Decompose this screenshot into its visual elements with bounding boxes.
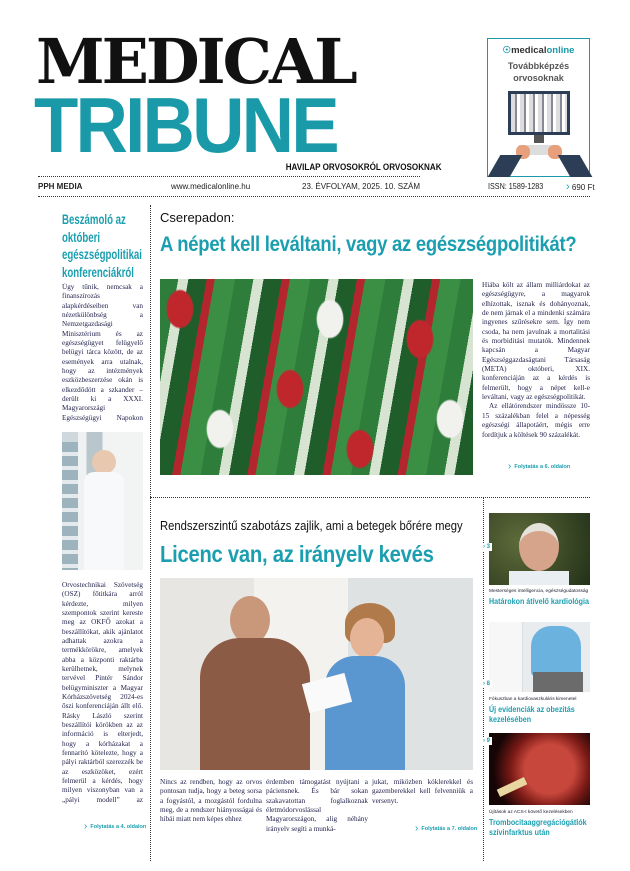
page-marker: › 8: [483, 681, 491, 687]
chevron-right-icon: ›: [415, 823, 419, 834]
paper-faces-photo: [160, 279, 473, 475]
top-article-kicker: Cserepadon:: [160, 210, 235, 225]
publisher-logo: PPH MEDIA: [38, 182, 83, 191]
computer-screen-icon: [508, 91, 570, 135]
doctor-patient-photo: [160, 578, 473, 770]
issue-info: 23. ÉVFOLYAM, 2025. 10. SZÁM: [302, 182, 420, 191]
sidebar-item-obesity[interactable]: [483, 622, 590, 692]
chevron-right-icon: ›: [84, 821, 88, 832]
second-article-col-3: jukat, miközben kóklerekkel és gazemberekkel kell felvenniük a versenyt.: [372, 778, 473, 805]
top-article-headline[interactable]: A népet kell leváltani, vagy az egészségpolitikát?: [160, 233, 577, 256]
issn: ISSN: 1589-1283: [488, 182, 544, 191]
price: › 690 Ft: [566, 181, 595, 193]
brand-logo-icon: ☉: [502, 45, 512, 56]
left-article-title[interactable]: Beszámoló az októberi egészségpolitikai konferenciákról: [62, 211, 142, 280]
chevron-right-icon: ›: [566, 181, 570, 193]
second-continued-link[interactable]: › Folytatás a 7. oldalon: [415, 823, 478, 834]
page-marker: › 9: [483, 738, 491, 744]
second-article-kicker: Rendszerszintű szabotázs zajlik, ami a betegek bőrére megy: [160, 519, 463, 533]
masthead-medical: MEDICAL: [36, 25, 355, 98]
left-article-body-1: Úgy tűnik, nemcsak a finanszírozás alapkérdéseiben van nézetkülönbség a Nemzetgazdasági Minisztérium és az egészségügyet felügyelő belügyi tárca között, de az események arra utalnak, hogy az intézmények eszközbeszerzése okán is elkezdődött a szkander – derült ki a XXXI. Magyarországi Egészségügyi Napokon: [62, 283, 143, 422]
sidebar-tag: Mesterséges intelligencia, egészségudatosság: [489, 589, 589, 594]
sidebar-title[interactable]: Trombocitaaggregációgátlók szívinfarktus után: [489, 817, 587, 837]
ad-text: Továbbképzés orvosoknak: [507, 61, 570, 83]
second-article-col-2: érdemben támogatást nyújtani a páciensnek. És bár sokan szakavatottan foglalkoznak életmódorvoslással Magyarországon, alig néhány irányelv segíti a munká-: [266, 778, 368, 833]
sidebar-item-cardiology[interactable]: [483, 513, 590, 585]
second-article-col-1: Nincs az rendben, hogy az orvos pontosan tudja, hogy a beteg sorsa a fogyástól, a mozgástól fordulna meg, de a rendszer hiányosságai és hibái miatt nem képes ehhez: [160, 778, 262, 824]
left-continued-link[interactable]: › Folytatás a 4. oldalon: [84, 821, 147, 832]
page-marker: › 3: [483, 544, 491, 550]
masthead-tribune: TRIBUNE: [34, 81, 337, 169]
divider: [38, 176, 420, 177]
divider: [150, 497, 590, 498]
top-continued-link[interactable]: › Folytatás a 6. oldalon: [508, 461, 571, 472]
ad-brand: ☉medicalonline: [502, 45, 575, 56]
column-divider: [483, 497, 484, 861]
sidebar-title[interactable]: Határokon átívelő kardiológia: [489, 596, 589, 606]
warehouse-photo: [62, 432, 143, 570]
chevron-right-icon: ›: [508, 461, 512, 472]
second-article-headline[interactable]: Licenc van, az irányelv kevés: [160, 541, 434, 567]
masthead-tagline: HAVILAP ORVOSOKRÓL ORVOSOKNAK: [285, 162, 442, 173]
column-divider: [150, 205, 151, 861]
sidebar-tag: Fókuszban a kardiovaszkuláris kimenetel: [489, 697, 577, 702]
sidebar-title[interactable]: Új evidenciák az obezitás kezelésében: [489, 704, 575, 724]
divider: [38, 196, 590, 197]
website-link[interactable]: www.medicalonline.hu: [171, 182, 251, 191]
sidebar-tag: Újítások az ACS-t követő kezelésekben: [489, 810, 573, 815]
left-article-body-2: Orvostechnikai Szövetség (OSZ) főtitkára arról kérdezte, milyen szempontok szerint kereste meg az OKFŐ azokat a beszállítókat, akik ajánlatot adhattak azokra a termékkörökre, amelyek abba a központi raktárba kerülhetnek, melynek tervével Pintér Sándor belügyminiszter a Magyar Kórházszövetség 2024-es őszi konferenciáján állt elő. Rásky László szerint beszállítói körökben az az információ is elterjedt, hogy a kórházakat a fennarító kötelezte, hogy a pályi raktárból szerezzék be az eszközöket, ezért felmerül a kérdés, hogy milyen viszonyban van a „pályi modell” az: [62, 581, 143, 804]
ad-medicalonline[interactable]: [487, 38, 590, 177]
top-article-body: Hiába költ az állam milliárdokat az egészségügyre, a magyarok elhízottak, isznak és dohányoznak, de nem járnak el a mindenki számára ingyenes szűrésekre sem. Így nem csoda, ha nem javulnak a mortalitási és morbiditási mutatók. Mindennek kapcsán a Magyar Egészséggazdaságtani Társaság (META) októberi, XIX. konferenciáján az a kérdés is felmerült, hogy a népet kell-e leváltani, vagy az egészségpolitikát. Az ellátórendszer mindössze 10-15 százalékban felel a népesség egészségi állapotáért, mégis erre fordítjuk a költések 90 százalékát.: [482, 281, 590, 439]
sidebar-item-thrombocyte[interactable]: [483, 733, 590, 805]
